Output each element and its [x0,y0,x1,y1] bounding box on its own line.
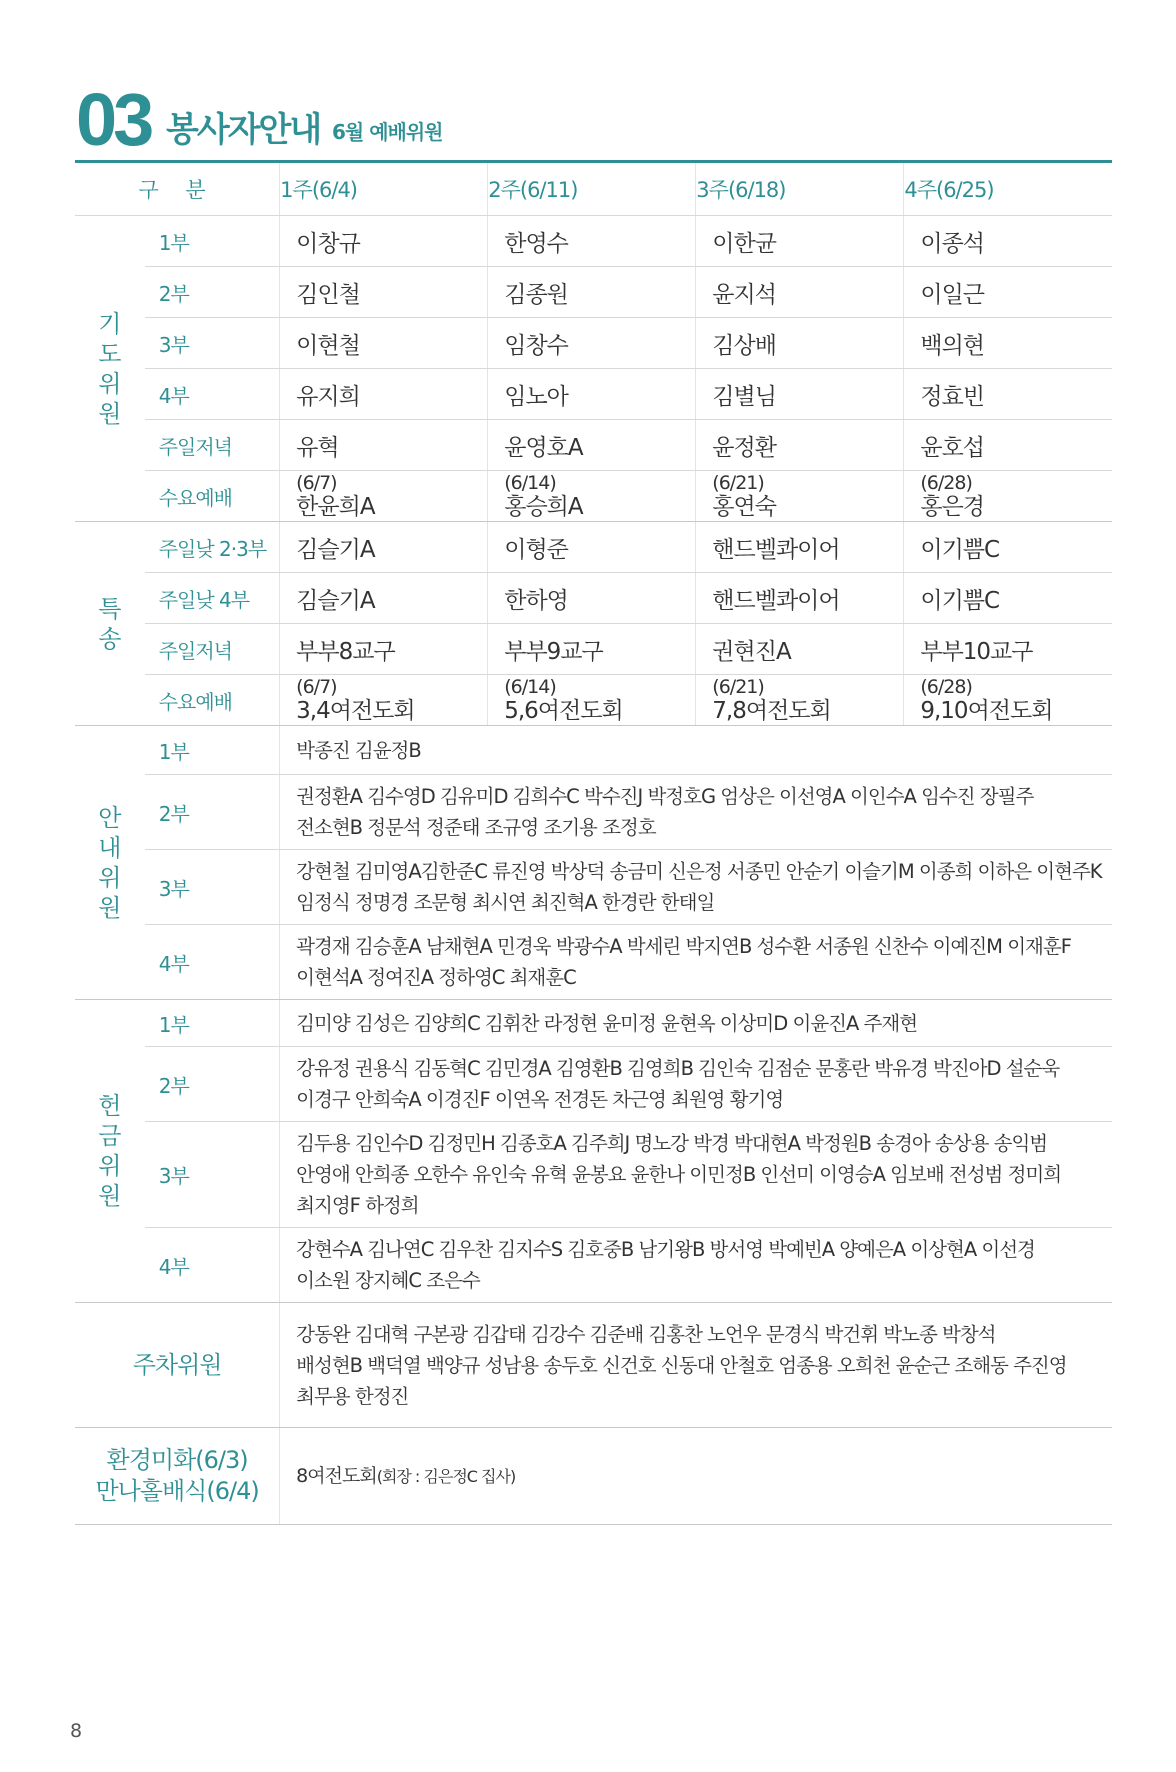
name-cell: (6/21) 7,8여전도회 [696,675,904,726]
name-list: 곽경재 김승훈A 남채현A 민경욱 박광수A 박세린 박지연B 성수환 서종원 신찬수 이예진M 이재훈F 이현석A 정여진A 정하영C 최재훈C [280,925,1112,1000]
parking-label: 주차위원 [75,1303,280,1428]
name-cell: 이현철 [280,318,488,369]
row-label: 3부 [145,1122,280,1228]
name-cell: 김별님 [696,369,904,420]
special-song-wednesday-row [75,675,1112,726]
offering-row [75,1228,1112,1303]
row-label: 2부 [145,267,280,318]
name-cell: 윤영호A [488,420,696,471]
week-header: 3주(6/18) [696,162,904,216]
prayer-wednesday-row [75,471,1112,522]
prayer-row [75,267,1112,318]
name-list: 강유정 권용식 김동혁C 김민경A 김영환B 김영희B 김인숙 김점순 문홍란 박유경 박진아D 설순욱 이경구 안희숙A 이경진F 이연옥 전경돈 차근영 최원영 황기영 [280,1047,1112,1122]
name-cell: 핸드벨콰이어 [696,573,904,624]
name-cell: (6/7) 3,4여전도회 [280,675,488,726]
name-cell: 윤호섭 [904,420,1112,471]
row-label: 4부 [145,369,280,420]
environment-assignment: 8여전도회(회장 : 김은정C 집사) [280,1428,1112,1525]
name-cell: 정효빈 [904,369,1112,420]
row-label: 2부 [145,775,280,850]
offering-row [75,1122,1112,1228]
row-label: 1부 [145,726,280,775]
name-cell: 김인철 [280,267,488,318]
group-label-usher: 안 내 위 원 [75,726,145,1000]
usher-row [75,775,1112,850]
name-cell: 부부9교구 [488,624,696,675]
name-cell: 이형준 [488,522,696,573]
parking-row [75,1303,1112,1428]
prayer-row [75,369,1112,420]
name-cell: 이기쁨C [904,522,1112,573]
name-list: 강현수A 김나연C 김우찬 김지수S 김호중B 남기왕B 방서영 박예빈A 양예은A 이상현A 이선경 이소원 장지혜C 조은수 [280,1228,1112,1303]
name-cell: 이일근 [904,267,1112,318]
name-cell: 이종석 [904,216,1112,267]
name-cell: 김종원 [488,267,696,318]
name-list: 강동완 김대혁 구본광 김갑태 김강수 김준배 김홍찬 노언우 문경식 박건휘 박노종 박창석 배성현B 백덕열 백양규 성남용 송두호 신건호 신동대 안철호 엄종용 오희천 윤순근 조해동 주진영 최무용 한정진 [280,1303,1112,1428]
row-label: 1부 [145,216,280,267]
prayer-row [75,216,1112,267]
week-header: 4주(6/25) [904,162,1112,216]
environment-label: 환경미화(6/3) 만나홀배식(6/4) [75,1428,280,1525]
name-cell: 이기쁨C [904,573,1112,624]
row-label: 주일낮 4부 [145,573,280,624]
name-list: 김두용 김인수D 김정민H 김종호A 김주희J 명노강 박경 박대현A 박정원B 송경아 송상용 송익범 안영애 안희종 오한수 유인숙 유혁 윤봉요 윤한나 이민정B 인선미 이영승A 임보배 전성범 정미희 최지영F 하정희 [280,1122,1112,1228]
usher-row [75,726,1112,775]
corner-label: 구 분 [75,162,280,216]
name-list: 박종진 김윤정B [280,726,1112,775]
name-cell: 백의현 [904,318,1112,369]
offering-row [75,1000,1112,1047]
group-label-offering: 헌 금 위 원 [75,1000,145,1303]
table-header-row [75,162,1112,216]
name-cell: (6/28) 홍은경 [904,471,1112,522]
row-label: 주일저녁 [145,420,280,471]
name-cell: 윤정환 [696,420,904,471]
name-cell: 유혁 [280,420,488,471]
row-label: 3부 [145,318,280,369]
section-title: 봉사자안내 [166,110,321,150]
name-cell: 임노아 [488,369,696,420]
name-list: 권정환A 김수영D 김유미D 김희수C 박수진J 박정호G 엄상은 이선영A 이인수A 임수진 장필주 전소현B 정문석 정준태 조규영 조기용 조정호 [280,775,1112,850]
section-number: 03 [76,78,151,161]
row-label: 수요예배 [145,471,280,522]
row-label: 3부 [145,850,280,925]
name-cell: 윤지석 [696,267,904,318]
name-cell: (6/21) 홍연숙 [696,471,904,522]
name-cell: 김슬기A [280,522,488,573]
name-cell: 한하영 [488,573,696,624]
name-cell: (6/14) 5,6여전도회 [488,675,696,726]
group-label-special-song: 특 송 [75,522,145,726]
prayer-row [75,420,1112,471]
name-list: 강현철 김미영A김한준C 류진영 박상덕 송금미 신은정 서종민 안순기 이슬기M 이종희 이하은 이현주K 임정식 정명경 조문형 최시연 최진혁A 한경란 한태일 [280,850,1112,925]
environment-row [75,1428,1112,1525]
name-cell: 부부8교구 [280,624,488,675]
row-label: 1부 [145,1000,280,1047]
name-cell: 유지희 [280,369,488,420]
section-subtitle: 6월 예배위원 [332,120,443,144]
special-song-row [75,624,1112,675]
volunteer-roster-table [75,160,1112,1525]
special-song-row [75,573,1112,624]
name-cell: 김상배 [696,318,904,369]
group-label-prayer: 기 도 위 원 [75,216,145,522]
name-list: 김미양 김성은 김양희C 김휘찬 라정현 윤미정 윤현옥 이상미D 이윤진A 주재현 [280,1000,1112,1047]
week-header: 1주(6/4) [280,162,488,216]
name-cell: 임창수 [488,318,696,369]
name-cell: (6/7) 한윤희A [280,471,488,522]
name-cell: 이창규 [280,216,488,267]
usher-row [75,850,1112,925]
prayer-row [75,318,1112,369]
row-label: 주일저녁 [145,624,280,675]
name-cell: 한영수 [488,216,696,267]
row-label: 4부 [145,1228,280,1303]
name-cell: 김슬기A [280,573,488,624]
name-cell: (6/14) 홍승희A [488,471,696,522]
usher-row [75,925,1112,1000]
name-cell: 이한균 [696,216,904,267]
row-label: 주일낮 2·3부 [145,522,280,573]
week-header: 2주(6/11) [488,162,696,216]
row-label: 수요예배 [145,675,280,726]
page-number: 8 [70,1720,83,1742]
special-song-row [75,522,1112,573]
name-cell: 부부10교구 [904,624,1112,675]
row-label: 2부 [145,1047,280,1122]
offering-row [75,1047,1112,1122]
name-cell: (6/28) 9,10여전도회 [904,675,1112,726]
name-cell: 핸드벨콰이어 [696,522,904,573]
name-cell: 권현진A [696,624,904,675]
row-label: 4부 [145,925,280,1000]
